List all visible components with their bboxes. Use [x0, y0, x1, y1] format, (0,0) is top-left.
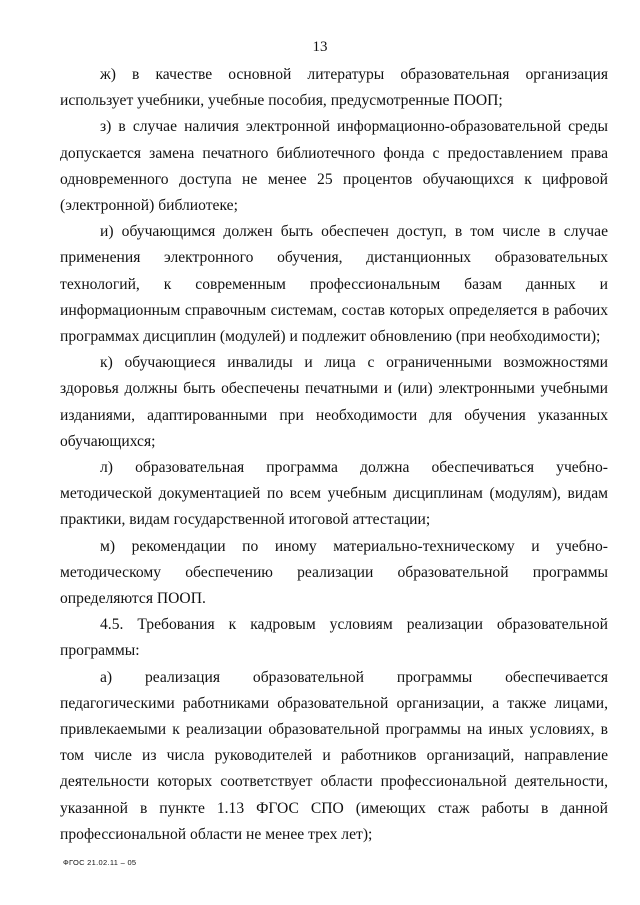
- body-text: [60, 62, 608, 848]
- paragraph-k-disabled-students: к) обучающиеся инвалиды и лица с ограниченными возможностями здоровья должны быть обеспечены печатными и (или) электронными учебными изданиями, адаптированными при необходимости для обучения указанных обучающихся;: [60, 354, 608, 450]
- footer-document-code: ФГОС 21.02.11 – 05: [63, 858, 137, 867]
- paragraph-m-recommendations: м) рекомендации по иному материально-техническому и учебно-методическому обеспечению реализации образовательной программы определяются ПООП.: [60, 537, 608, 608]
- paragraph-i-database-access: и) обучающимся должен быть обеспечен доступ, в том числе в случае применения электронного обучения, дистанционных образовательных технологий, к современным профессиональным базам данных и информационным справочным системам, состав которых определяется в рабочих программах дисциплин (модулей) и подлежит обновлению (при необходимости);: [60, 223, 608, 346]
- paragraph-a-staffing: а) реализация образовательной программы обеспечивается педагогическими работниками образовательной организации, а также лицами, привлекаемыми к реализации образовательной программы на иных условиях, в том числе из числа руководителей и работников организаций, направление деятельности которых соответствует области профессиональной деятельности, указанной в пункте 1.13 ФГОС СПО (имеющих стаж работы в данной профессиональной области не менее трех лет);: [60, 668, 608, 843]
- page-number: 13: [312, 39, 328, 55]
- section-4-5-heading: 4.5. Требования к кадровым условиям реализации образовательной программы:: [60, 616, 608, 660]
- paragraph-zh-literature: ж) в качестве основной литературы образовательная организация использует учебники, учебные пособия, предусмотренные ПООП;: [60, 66, 608, 110]
- paragraph-z-electronic-library: з) в случае наличия электронной информационно-образовательной среды допускается замена печатного библиотечного фонда с предоставлением права одновременного доступа не менее 25 процентов обучающихся к цифровой (электронной) библиотеке;: [60, 118, 608, 215]
- paragraph-l-methodological-docs: л) образовательная программа должна обеспечиваться учебно-методической документацией по всем учебным дисциплинам (модулям), видам практики, видам государственной итоговой аттестации;: [60, 459, 608, 529]
